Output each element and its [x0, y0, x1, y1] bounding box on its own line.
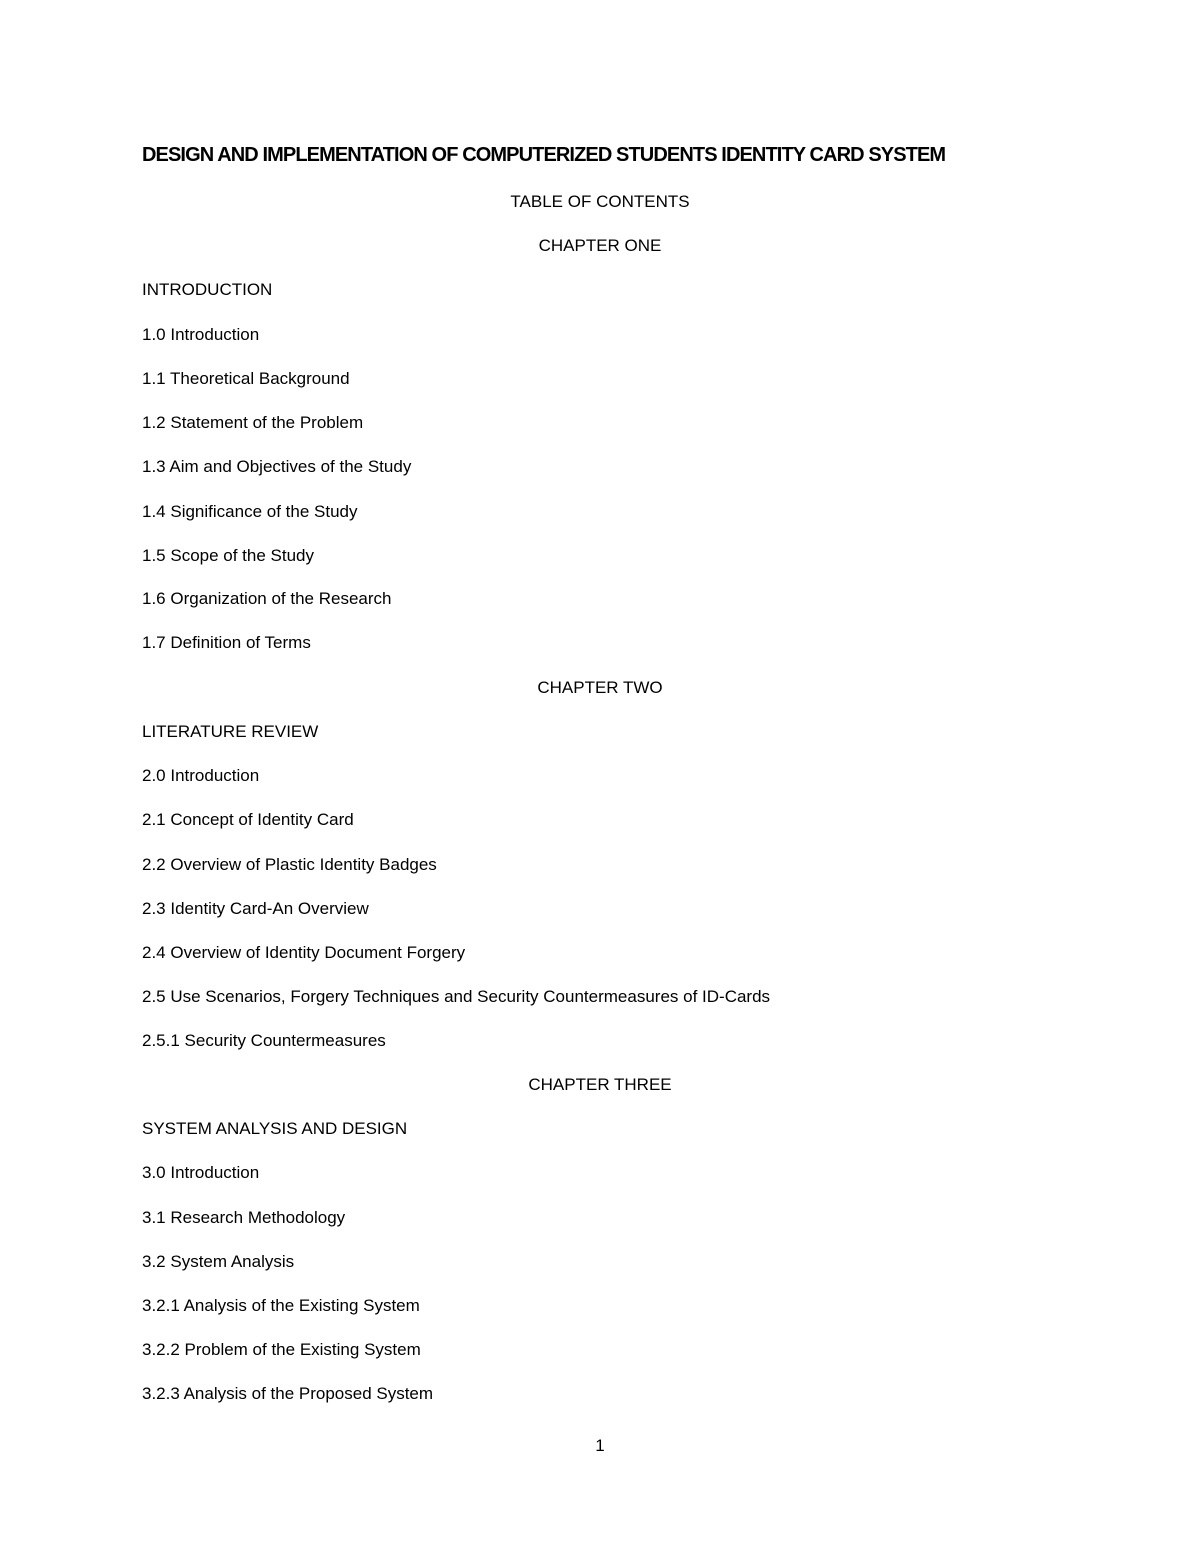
toc-entry-2-1: 2.1 Concept of Identity Card	[142, 810, 354, 829]
toc-section-system-analysis: SYSTEM ANALYSIS AND DESIGN	[142, 1119, 408, 1138]
toc-entry-1-4: 1.4 Significance of the Study	[142, 502, 358, 521]
toc-entry-1-7: 1.7 Definition of Terms	[142, 633, 311, 652]
toc-entry-3-2-3: 3.2.3 Analysis of the Proposed System	[142, 1384, 434, 1403]
toc-entry-3-2: 3.2 System Analysis	[142, 1252, 295, 1271]
toc-entry-3-0: 3.0 Introduction	[142, 1163, 260, 1182]
toc-entry-1-1: 1.1 Theoretical Background	[142, 369, 350, 388]
toc-entry-1-0: 1.0 Introduction	[142, 325, 260, 344]
toc-entry-2-5-1: 2.5.1 Security Countermeasures	[142, 1031, 386, 1050]
toc-section-introduction: INTRODUCTION	[142, 280, 273, 299]
toc-entry-2-2: 2.2 Overview of Plastic Identity Badges	[142, 855, 437, 874]
toc-section-literature-review: LITERATURE REVIEW	[142, 722, 319, 741]
toc-entry-2-4: 2.4 Overview of Identity Document Forgery	[142, 943, 466, 962]
toc-entry-1-5: 1.5 Scope of the Study	[142, 546, 315, 565]
toc-entry-3-2-2: 3.2.2 Problem of the Existing System	[142, 1340, 421, 1359]
page-number: 1	[595, 1436, 605, 1455]
toc-entry-1-6: 1.6 Organization of the Research	[142, 589, 392, 608]
toc-entry-2-5: 2.5 Use Scenarios, Forgery Techniques and Security Countermeasures of ID-Cards	[142, 987, 771, 1006]
toc-heading: TABLE OF CONTENTS	[510, 192, 690, 211]
toc-chapter-three: CHAPTER THREE	[528, 1075, 672, 1094]
toc-entry-2-0: 2.0 Introduction	[142, 766, 260, 785]
toc-chapter-one: CHAPTER ONE	[538, 236, 662, 255]
toc-entry-2-3: 2.3 Identity Card-An Overview	[142, 899, 369, 918]
toc-entry-3-1: 3.1 Research Methodology	[142, 1208, 346, 1227]
toc-entry-1-2: 1.2 Statement of the Problem	[142, 413, 364, 432]
document-title: DESIGN AND IMPLEMENTATION OF COMPUTERIZED STUDENTS IDENTITY CARD SYSTEM	[142, 144, 946, 166]
toc-chapter-two: CHAPTER TWO	[537, 678, 663, 697]
toc-entry-3-2-1: 3.2.1 Analysis of the Existing System	[142, 1296, 420, 1315]
toc-entry-1-3: 1.3 Aim and Objectives of the Study	[142, 457, 412, 476]
